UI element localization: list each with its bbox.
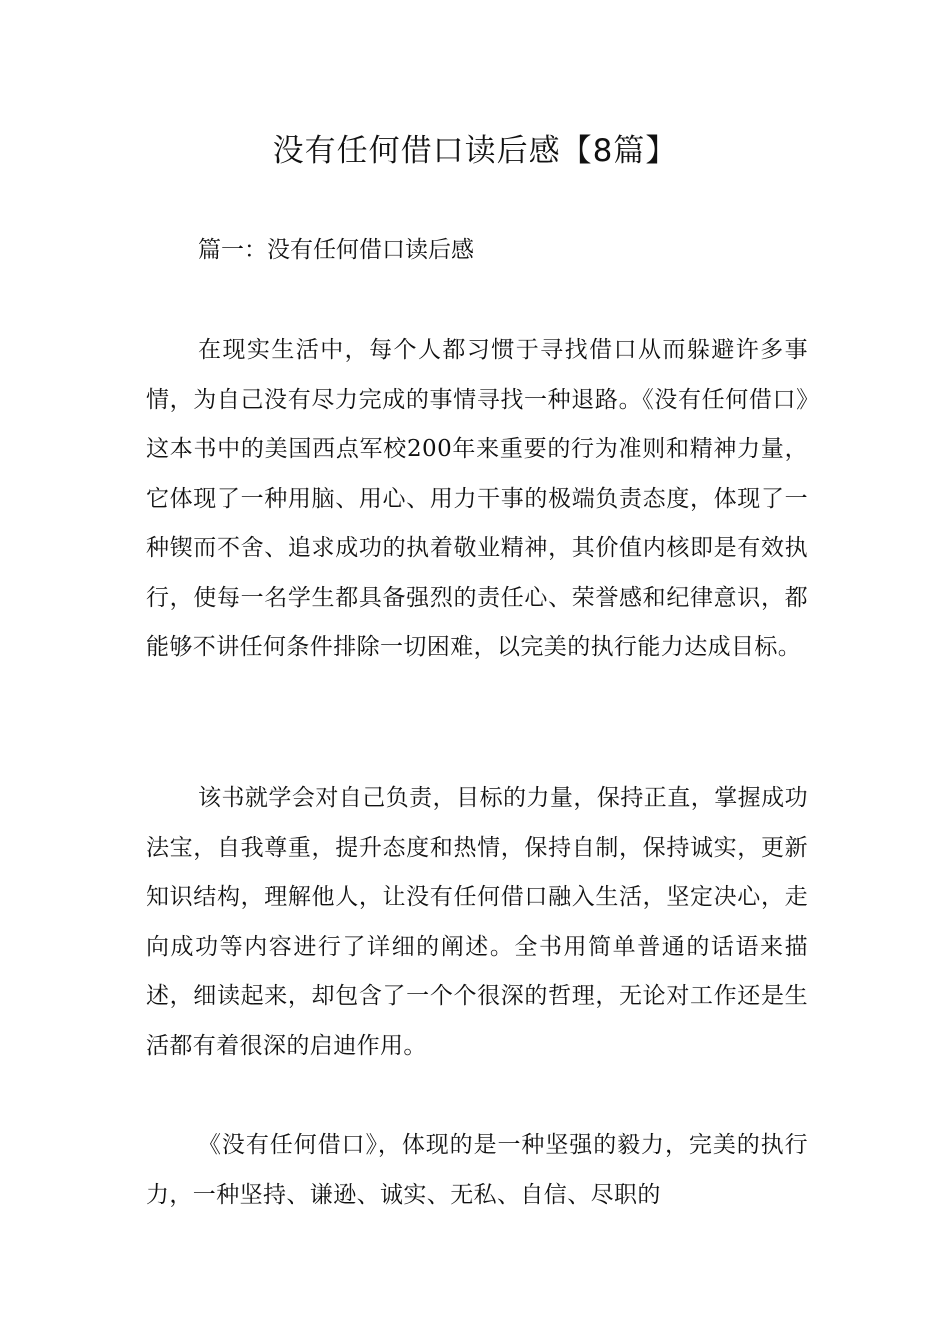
paragraph-2: 该书就学会对自己负责，目标的力量，保持正直，掌握成功法宝，自我尊重，提升态度和热情，保持自制，保持诚实，更新知识结构，理解他人，让没有任何借口融入生活，坚定决心，走向成功等内容进行了详细的阐述。全书用简单普通的话语来描述，细读起来，却包含了一个个很深的哲理，无论对工作还是生活都有着很深的启迪作用。 [146, 785, 808, 1059]
paragraph-3: 《没有任何借口》，体现的是一种坚强的毅力，完美的执行力，一种坚持、谦逊、诚实、无私、自信、尽职的 [146, 1132, 808, 1208]
section-heading: 篇一：没有任何借口读后感 [198, 237, 474, 263]
paragraph-1: 在现实生活中，每个人都习惯于寻找借口从而躲避许多事情，为自己没有尽力完成的事情寻找一种退路。《没有任何借口》这本书中的美国西点军校200年来重要的行为准则和精神力量，它体现了一种用脑、用心、用力干事的极端负责态度，体现了一种锲而不舍、追求成功的执着敬业精神，其价值内核即是有效执行，使每一名学生都具备强烈的责任心、荣誉感和纪律意识，都能够不讲任何条件排除一切困难，以完美的执行能力达成目标。 [146, 337, 808, 660]
document-title: 没有任何借口读后感【8篇】 [272, 133, 678, 169]
